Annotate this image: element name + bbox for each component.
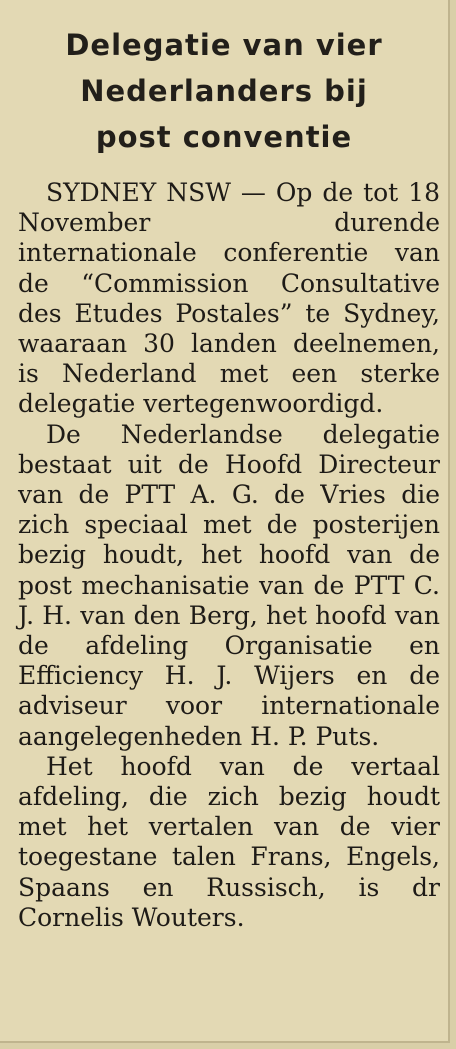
article-paragraph-3: Het hoofd van de vertaal afdeling, die zich bezig houdt met het vertalen van de vier toegestane talen Frans, Engels, Spaans en Russisch, is dr Cornelis Wouters. (18, 751, 440, 932)
headline (10, 22, 438, 160)
headline-line-2: Nederlanders bij (80, 74, 368, 108)
headline-line-3: post conventie (95, 120, 353, 154)
article-body (18, 178, 440, 933)
article-paragraph-1: SYDNEY NSW — Op de tot 18 November durende internationale conferentie van de “Commission Consultative des Etudes Postales” te Sydney, waaraan 30 landen deelnemen, is Nederland met een sterke delegatie vertegenwoordigd. (18, 178, 440, 419)
article-paragraph-2: De Nederlandse delegatie bestaat uit de Hoofd Directeur van de PTT A. G. de Vries die zich speciaal met de posterijen bezig houdt, het hoofd van de post mechanisatie van de PTT C. J. H. van den Berg, het hoofd van de afdeling Organisatie en Efficiency H. J. Wijers en de adviseur voor internationale aangelegenheden H. P. Puts. (18, 419, 440, 751)
headline-line-1: Delegatie van vier (65, 28, 383, 62)
